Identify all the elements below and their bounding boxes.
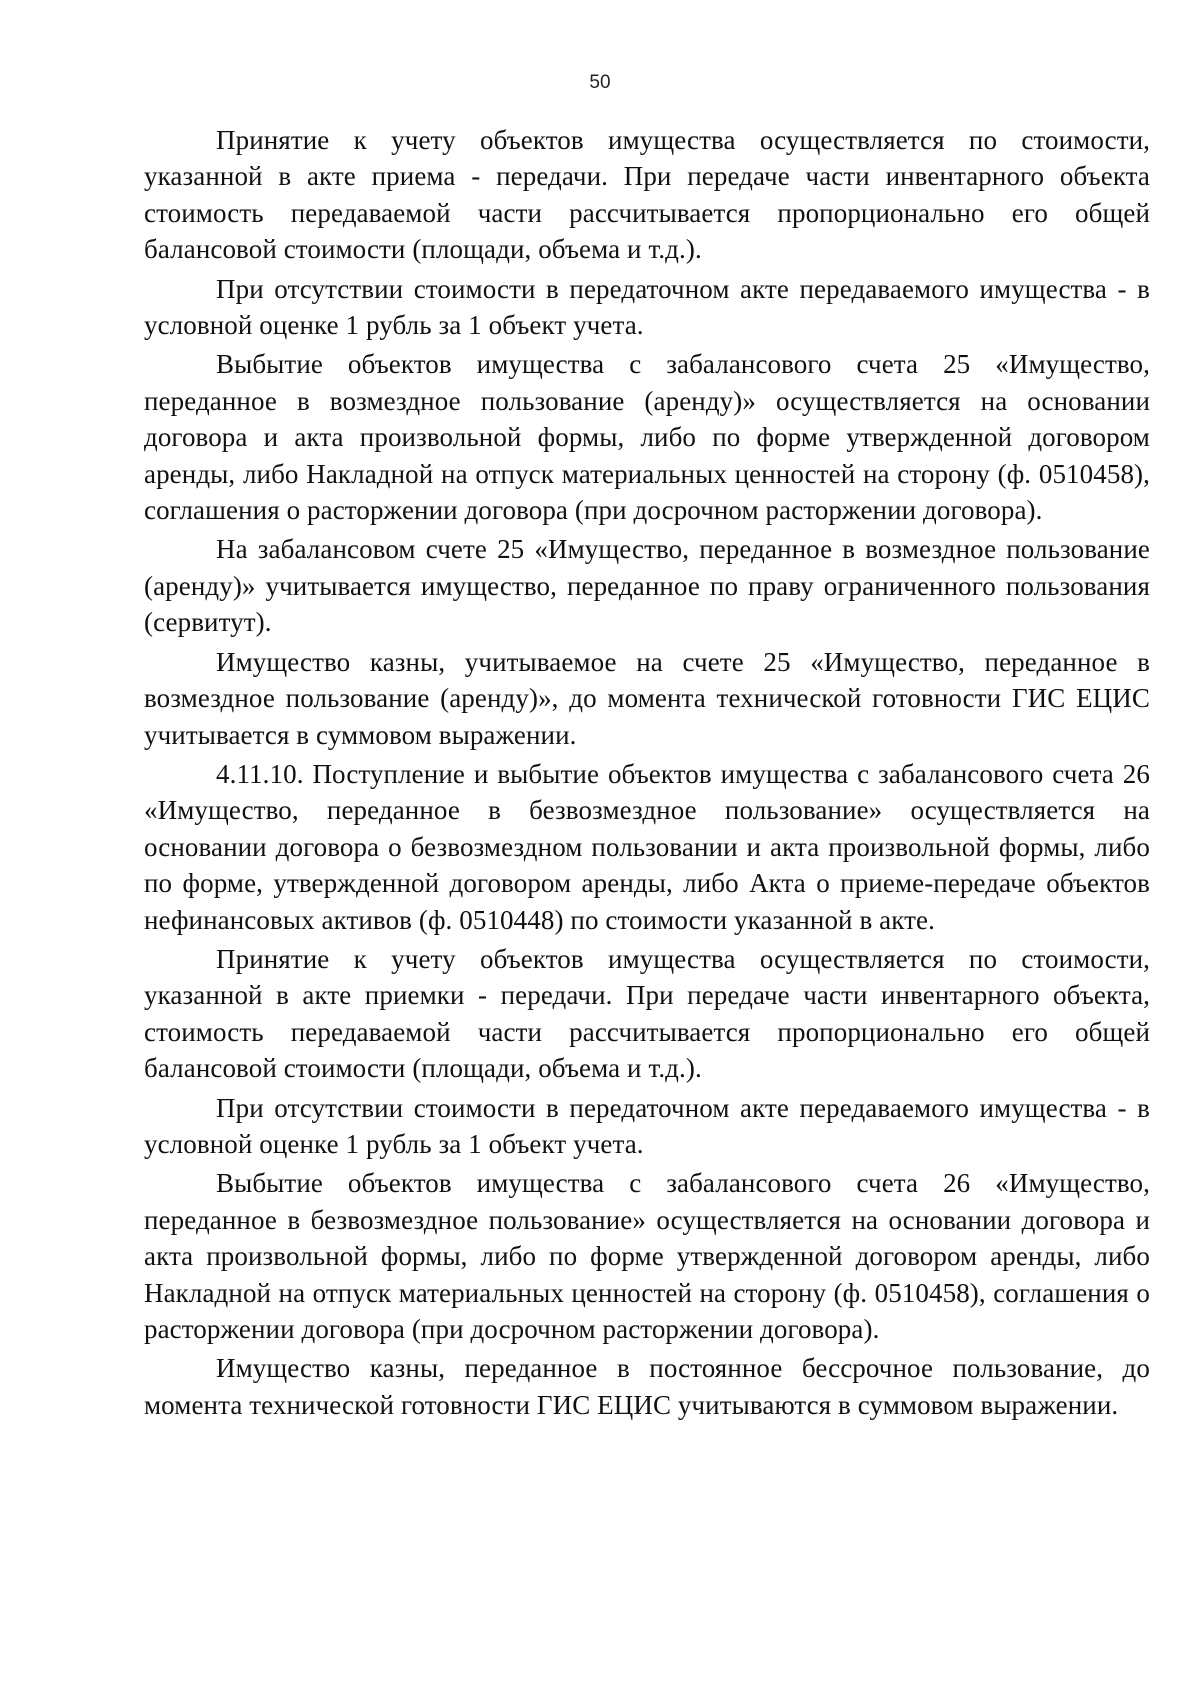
paragraph: При отсутствии стоимости в передаточном акте передаваемого имущества - в условной оценке 1 рубль за 1 объект учета. [144,273,1150,341]
document-body [144,122,1150,1426]
paragraph: Имущество казны, учитываемое на счете 25 «Имущество, переданное в возмездное пользование (аренду)», до момента технической готовности ГИС ЕЦИС учитывается в суммовом выражении. [144,646,1150,750]
paragraph-section-4-11-10: 4.11.10. Поступление и выбытие объектов имущества с забалансового счета 26 «Имущество, переданное в безвозмездное пользование» осуществляется на основании договора о безвозмездном пользовании и акта произвольной формы, либо по форме, утвержденной договором аренды, либо Акта о приеме-передаче объектов нефинансовых активов (ф. 0510448) по стоимости указанной в акте. [144,758,1150,935]
paragraph: При отсутствии стоимости в передаточном акте передаваемого имущества - в условной оценке 1 рубль за 1 объект учета. [144,1092,1150,1159]
paragraph: На забалансовом счете 25 «Имущество, переданное в возмездное пользование (аренду)» учитывается имущество, переданное по праву ограниченного пользования (сервитут). [144,534,1150,638]
paragraph: Принятие к учету объектов имущества осуществляется по стоимости, указанной в акте приемки - передачи. При передаче части инвентарного объекта, стоимость передаваемой части рассчитывается пропорционально его общей балансовой стоимости (площади, объема и т.д.). [144,943,1150,1084]
paragraph: Выбытие объектов имущества с забалансового счета 25 «Имущество, переданное в возмездное пользование (аренду)» осуществляется на основании договора и акта произвольной формы, либо по форме утвержденной договором аренды, либо Накладной на отпуск материальных ценностей на сторону (ф. 0510458), соглашения о расторжении договора (при досрочном расторжении договора). [144,349,1150,526]
paragraph: Принятие к учету объектов имущества осуществляется по стоимости, указанной в акте приема - передачи. При передаче части инвентарного объекта стоимость передаваемой части рассчитывается пропорционально его общей балансовой стоимости (площади, объема и т.д.). [144,125,1150,265]
paragraph: Выбытие объектов имущества с забалансового счета 26 «Имущество, переданное в безвозмездное пользование» осуществляется на основании договора и акта произвольной формы, либо по форме утвержденной договором аренды, либо Накладной на отпуск материальных ценностей на сторону (ф. 0510458), соглашения о расторжении договора (при досрочном расторжении договора). [144,1168,1150,1344]
page-number: 50 [589,72,611,93]
paragraph: Имущество казны, переданное в постоянное бессрочное пользование, до момента технической готовности ГИС ЕЦИС учитываются в суммовом выражении. [144,1353,1150,1420]
